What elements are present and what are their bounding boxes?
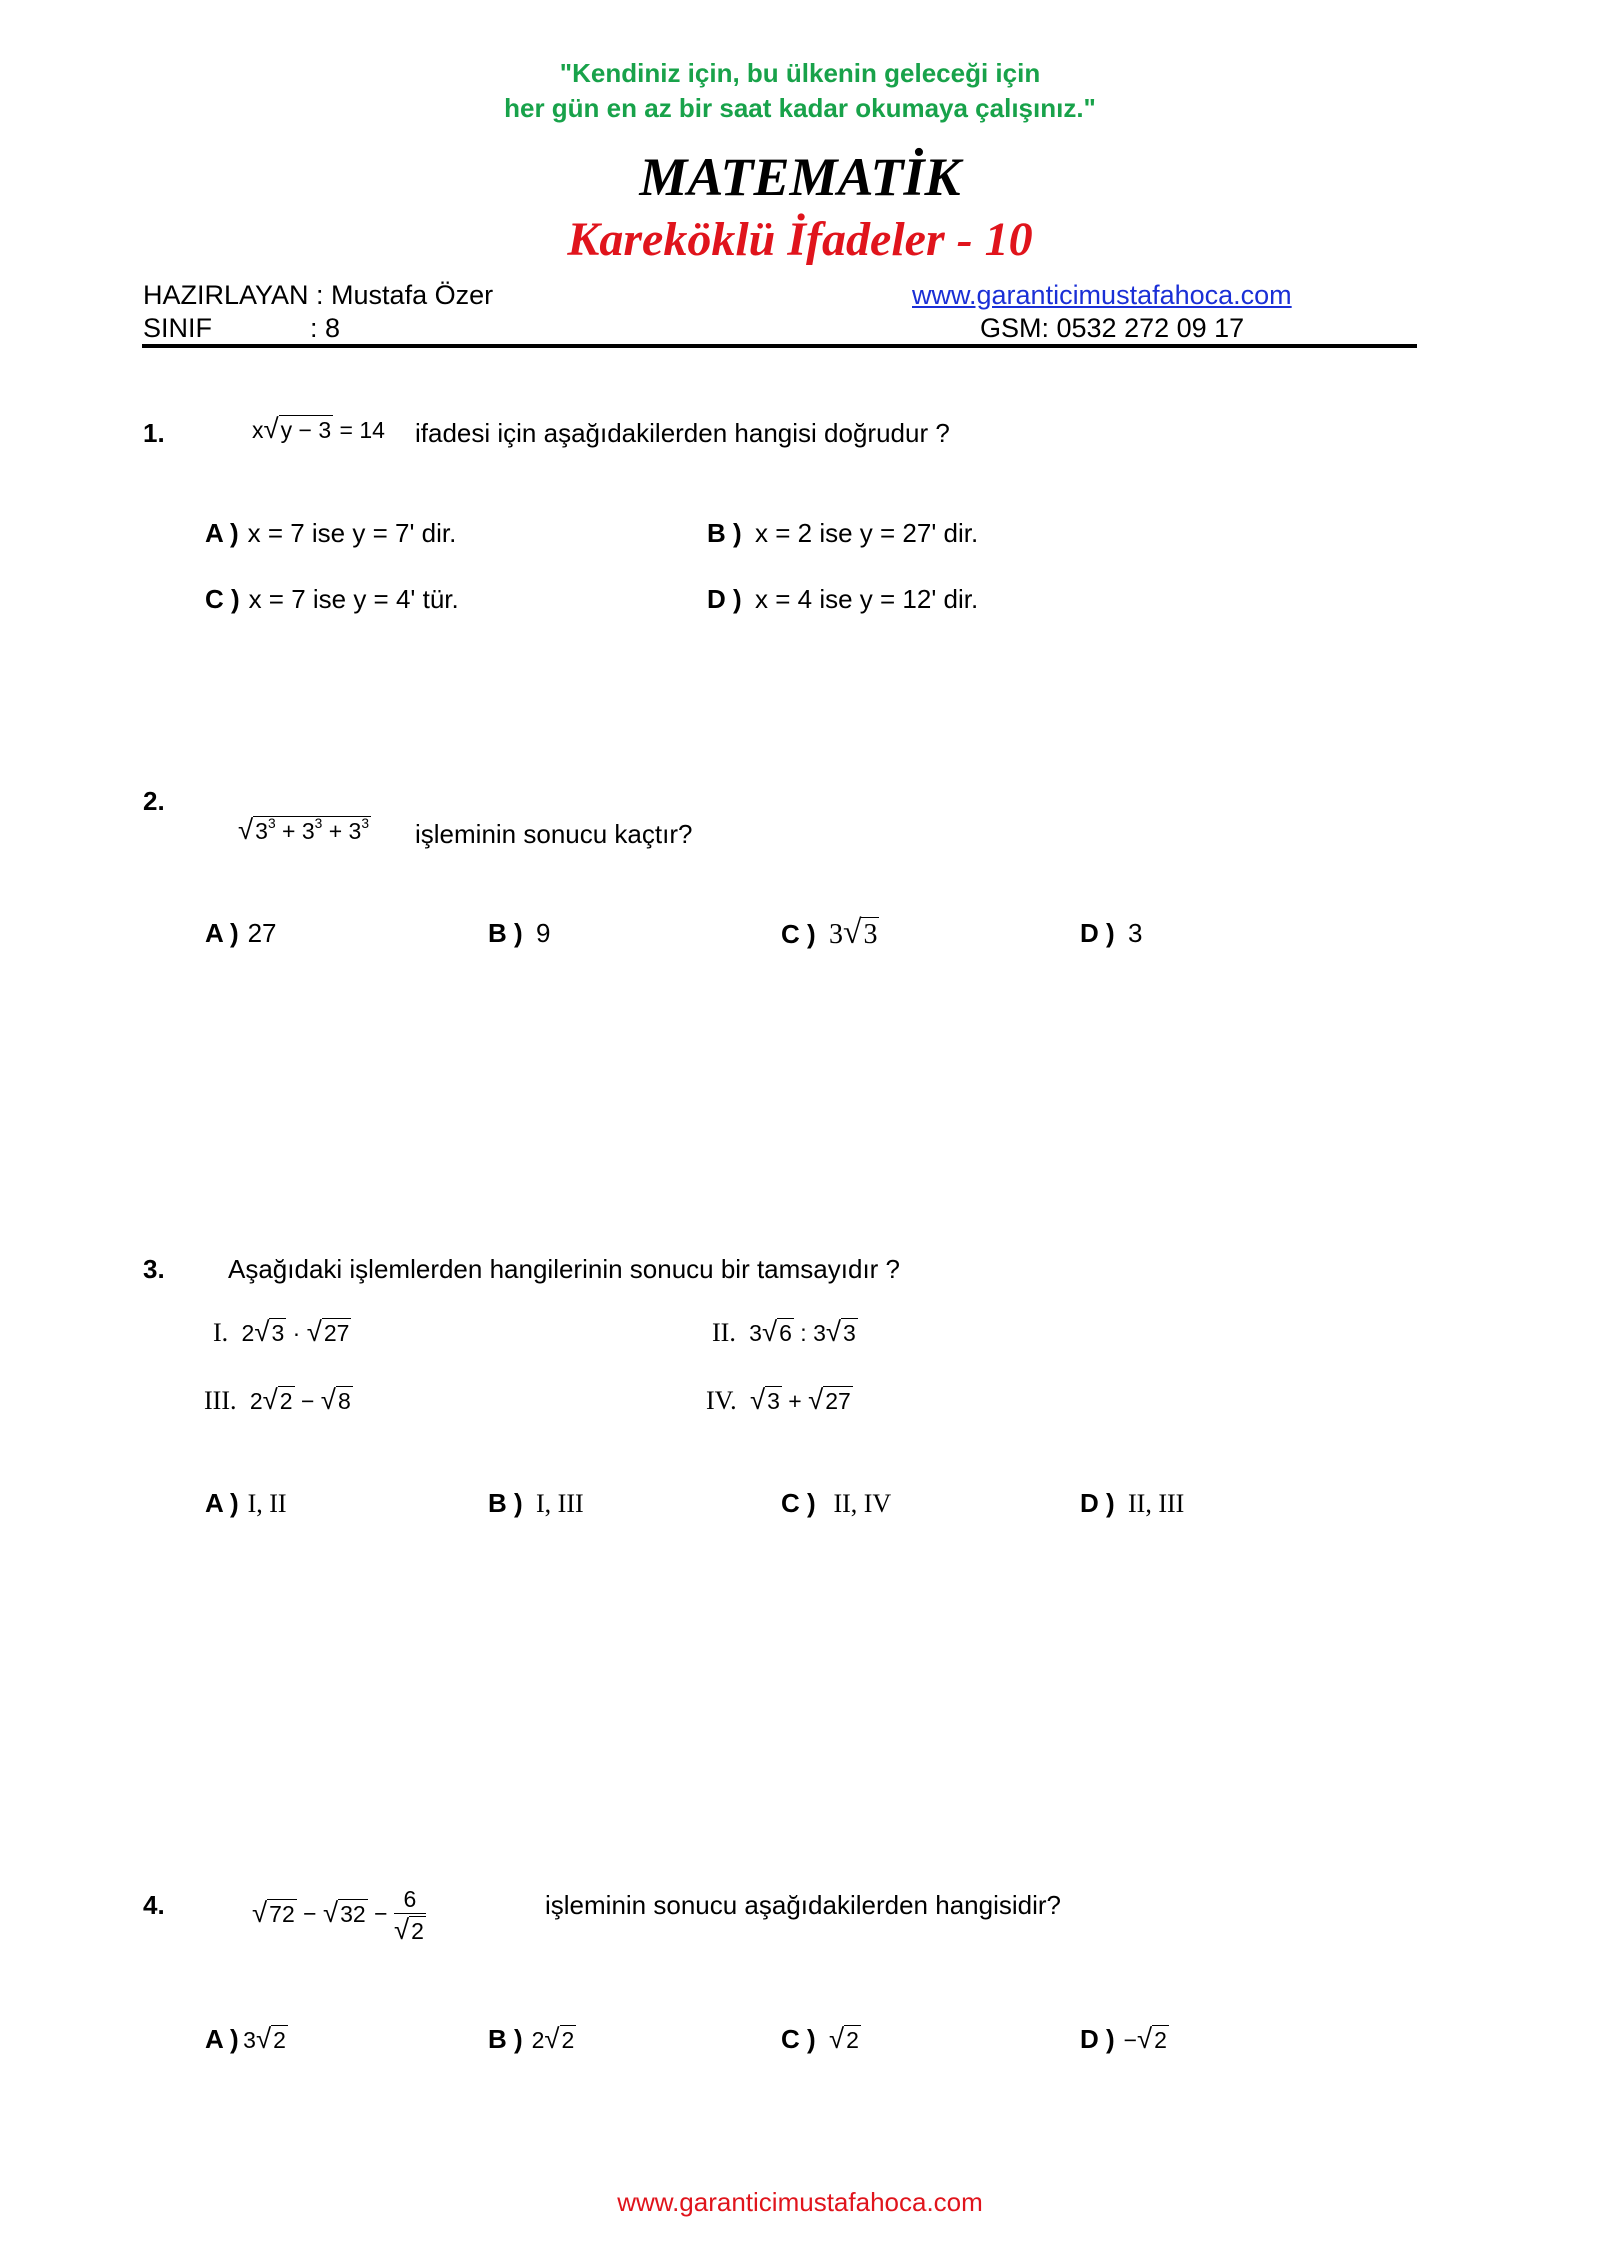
- option-text: II, III: [1128, 1489, 1185, 1518]
- question-4-option-c[interactable]: [781, 2024, 861, 2055]
- motto-line-1: "Kendiniz için, bu ülkenin geleceği için: [559, 58, 1041, 88]
- option-text: x = 2 ise y = 27' dir.: [755, 518, 979, 548]
- option-math: −√2: [1123, 2023, 1167, 2054]
- question-2-option-d[interactable]: [1080, 918, 1142, 949]
- option-label: A ): [205, 518, 239, 548]
- option-label: C ): [781, 2024, 816, 2054]
- option-text: I, II: [247, 1489, 287, 1518]
- question-3-item-4: [706, 1386, 853, 1416]
- option-label: A ): [205, 918, 239, 948]
- option-label: D ): [1080, 918, 1115, 948]
- option-text: x = 7 ise y = 4' tür.: [248, 584, 459, 614]
- question-3-item-2: [712, 1318, 858, 1348]
- question-1-option-c[interactable]: [205, 584, 459, 615]
- option-text: 27: [247, 918, 277, 948]
- question-3-option-b[interactable]: [488, 1488, 584, 1519]
- question-4-option-b[interactable]: [488, 2024, 576, 2055]
- option-label: B ): [488, 918, 523, 948]
- footer-website: www.garanticimustafahoca.com: [617, 2187, 983, 2217]
- option-text: 3: [1128, 918, 1143, 948]
- option-label: B ): [488, 2024, 523, 2054]
- option-math: 3√2: [243, 2023, 286, 2054]
- option-label: A ): [205, 2024, 239, 2054]
- option-label: D ): [1080, 2024, 1115, 2054]
- header-divider: [142, 344, 1417, 348]
- option-text: I, III: [536, 1489, 584, 1518]
- option-text: x = 4 ise y = 12' dir.: [755, 584, 979, 614]
- class-value: : 8: [310, 313, 341, 343]
- option-label: D ): [707, 584, 742, 614]
- item-numeral: IV.: [706, 1386, 737, 1415]
- question-2-expression: $√3^3 + 3^3 + 3^3$: [238, 814, 370, 846]
- author-label: HAZIRLAYAN : Mustafa Özer: [143, 280, 494, 310]
- motto-line-2: her gün en az bir saat kadar okumaya çalışınız.": [504, 93, 1096, 123]
- option-label: D ): [1080, 1488, 1115, 1518]
- option-math: √2: [829, 2023, 859, 2054]
- item-expression: √3 + √27: [749, 1384, 851, 1415]
- option-label: B ): [488, 1488, 523, 1518]
- page-subtitle: Kareköklü İfadeler - 10: [567, 213, 1033, 266]
- question-1-option-a[interactable]: [205, 518, 456, 549]
- question-3-number: 3.: [143, 1254, 165, 1284]
- item-expression: 3√6 : 3√3: [749, 1316, 856, 1347]
- website-link[interactable]: www.garanticimustafahoca.com: [912, 280, 1292, 310]
- gsm-number: GSM: 0532 272 09 17: [980, 313, 1245, 343]
- item-expression: 2√3 · √27: [241, 1316, 350, 1347]
- question-1-expression: x√y − 3 = 14: [252, 413, 385, 444]
- item-numeral: III.: [204, 1386, 237, 1415]
- question-3-item-1: [213, 1318, 351, 1348]
- question-4-expression: √72 − √32 − $\frac{6}{√2}$: [252, 1886, 424, 1945]
- question-1-option-d[interactable]: [707, 584, 978, 615]
- option-text: 9: [536, 918, 551, 948]
- question-3-option-c[interactable]: [781, 1488, 891, 1519]
- option-math: 3√3: [829, 914, 878, 951]
- option-label: B ): [707, 518, 742, 548]
- question-4-option-d[interactable]: [1080, 2024, 1169, 2055]
- question-2-option-a[interactable]: [205, 918, 277, 949]
- question-2-number: 2.: [143, 786, 165, 816]
- item-expression: 2√2 − √8: [249, 1384, 351, 1415]
- question-3-item-3: [204, 1386, 353, 1416]
- question-3-text: Aşağıdaki işlemlerden hangilerinin sonucu bir tamsayıdır ?: [228, 1254, 901, 1284]
- option-label: C ): [781, 1488, 816, 1518]
- item-numeral: II.: [712, 1318, 736, 1347]
- class-label: SINIF: [143, 313, 213, 343]
- item-numeral: I.: [213, 1318, 229, 1347]
- question-4-text: işleminin sonucu aşağıdakilerden hangisidir?: [545, 1890, 1061, 1920]
- question-3-option-d[interactable]: [1080, 1488, 1184, 1519]
- option-text: x = 7 ise y = 7' dir.: [247, 518, 457, 548]
- question-1-option-b[interactable]: [707, 518, 978, 549]
- option-label: C ): [781, 919, 816, 949]
- question-4-number: 4.: [143, 1890, 165, 1920]
- page-title: MATEMATİK: [639, 147, 961, 207]
- option-label: A ): [205, 1488, 239, 1518]
- question-2-option-c[interactable]: [781, 916, 879, 951]
- question-2-text: işleminin sonucu kaçtır?: [415, 819, 693, 849]
- question-1-text: ifadesi için aşağıdakilerden hangisi doğrudur ?: [415, 418, 950, 448]
- question-2-option-b[interactable]: [488, 918, 550, 949]
- option-math: 2√2: [531, 2023, 575, 2054]
- option-label: C ): [205, 584, 240, 614]
- question-4-option-a[interactable]: [205, 2024, 288, 2055]
- question-3-option-a[interactable]: [205, 1488, 287, 1519]
- question-1-number: 1.: [143, 418, 165, 448]
- option-text: II, IV: [833, 1489, 892, 1518]
